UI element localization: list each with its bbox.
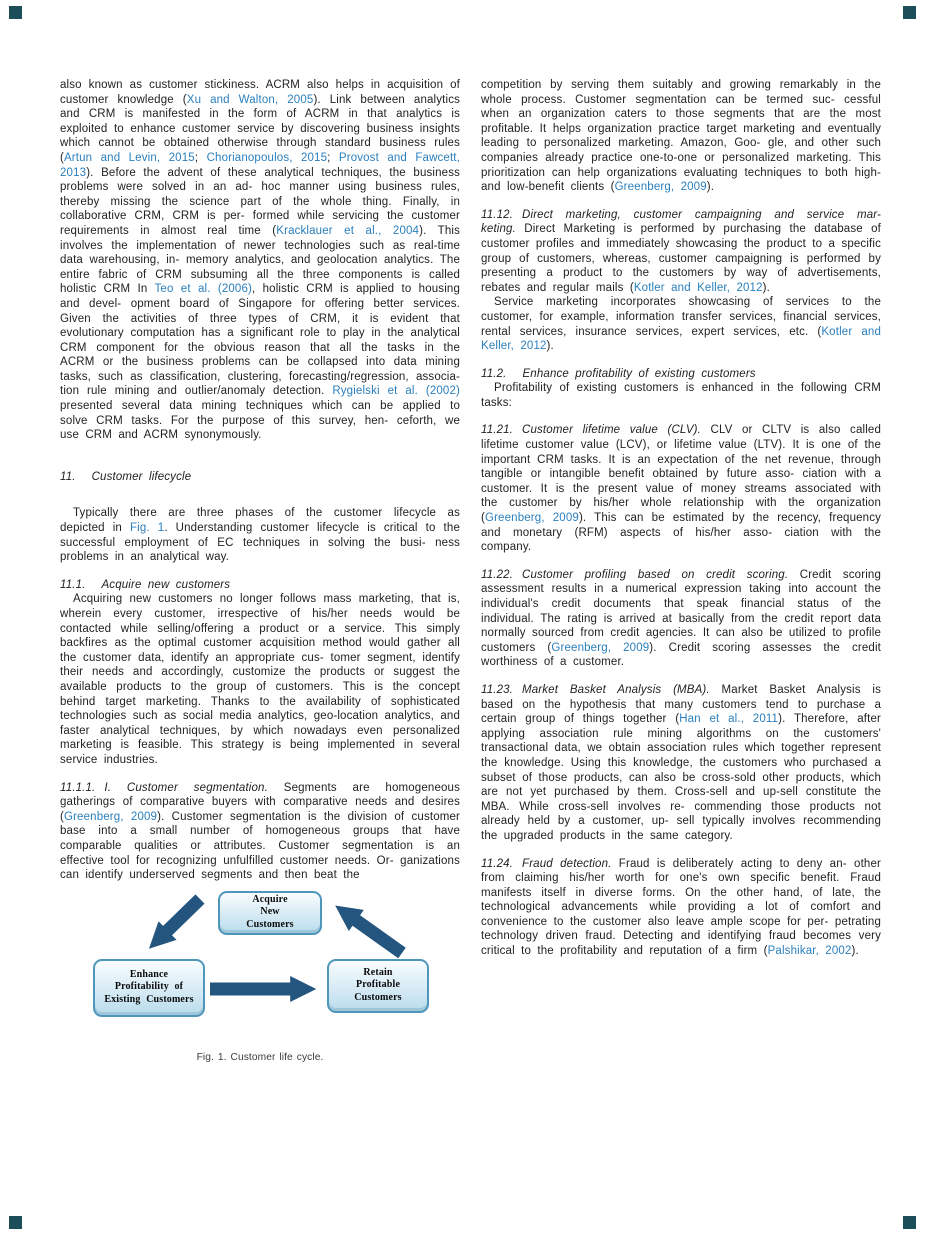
text-run: presented several data mining techniques which can be applied to solve CRM tasks. For the purpose of this survey, hen- ceforth, we use CRM and ACRM synonymously. [60,400,460,442]
heading-number: 11.23. [481,683,514,696]
heading-title: Fraud detection. [522,857,612,870]
corner-mark-bottom-right [903,1216,916,1229]
text-run: CLV or CLTV is also called lifetime customer value (LCV), or lifetime value (LTV). It is one of the important CRM tasks. It is an expectation of the net revenue, through tangible or intangible benefit obtained by future asso- ciation with a customer. It is the present value of money streams associated with the customer by his/her whole relationship with the organization ( [481,424,881,525]
figure-box-retain [327,959,429,1013]
heading-title: Customer profiling based on credit scoring. [522,568,789,581]
figure-box-line: Acquire [252,893,288,905]
figure-box-line: Existing Customers [104,993,194,1005]
text-run: , holistic CRM is applied to housing and devel- opment board of Singapore for offering better services. Given the activities of three types of CRM, it is evident that evolutionary computation has a significant role to play in the analytical CRM component for the obvious reason that all the tasks in the ACRM or the business problems can be collapsed into data mining tasks, such as classification, clustering, forecasting/regression, associa- tion rule mining and outlier/anomaly detection. [60,283,460,398]
citation-link[interactable]: Palshikar, 2002 [767,945,852,958]
text-run: ). Therefore, after applying association rule mining algorithms on the customers' transactional data, we obtain association rules which together represent the knowledge. Using this knowledge, the customers who purchased a subset of those products, can also be cross-sold other products, which are not yet purchased by them. Cross-sell and up-sell constitute the MBA. While cross-sell involves re- commending those products not already held by a customer, up- sell typically involves recommending the upgraded products in the same category. [481,713,881,842]
citation-link[interactable]: Greenberg, 2009 [63,810,158,823]
text-run: ). This can be estimated by the recency, frequency and monetary (RFM) aspects of his/her asso- ciation with the company. [481,512,882,554]
heading-title: Enhance profitability of existing customers [522,367,756,380]
text-run: Credit scoring assessment results in a numerical expression taking into account the individual's credit documents that speak financial status of the individual. The rating is arrived at basically from the credit report data normally sourced from credit agencies. It can also be utilized to profile customers ( [481,568,881,654]
heading-title: Acquire new customers [101,578,231,591]
heading-number: 11.12. [481,208,514,221]
text-run: ). Customer segmentation is the division of customer base into a small number of homogeneous groups that have comparable qualities or attributes. Customer segmentation is an effective tool for recognizing unfulfilled customer needs. Or- ganizations can identify underserved segments and then beat the [60,810,461,882]
paragraph [481,208,881,296]
paragraph [60,78,460,443]
text-run: ). Link between analytics and CRM is manifested in the form of ACRM in that analytics is exploited to enhance customer service by discovering business insights which cannot be obtained otherwise through standard business rules ( [60,93,460,164]
corner-mark-bottom-left [9,1216,22,1229]
paragraph [481,683,881,844]
text-run: Profitability of existing customers is enhanced in the following CRM tasks: [481,382,881,409]
figure-box-enhance [93,959,205,1017]
text-run: . Understanding customer lifecycle is critical to the successful employment of EC techniques in solving the busi- ness problems in an analytical way. [60,522,460,564]
arrow-acquire-to-enhance [162,899,200,936]
paragraph [481,295,881,353]
left-column-text [60,78,460,883]
heading-title: Direct marketing, customer campaigning and service mar- keting. [481,208,881,236]
heading-number: 11.1.1. [60,781,96,794]
citation-link[interactable]: Greenberg, 2009 [551,641,650,654]
text-run: Direct Marketing is performed by purchasing the database of customer profiles and immediately showcasing the product to a specific group of customers, whereas, customer campaigning is performed by presenting a product to the customers by way of advertisements, rebates and regular mails ( [481,223,881,294]
citation-link[interactable]: Chorianopoulos, 2015 [206,151,328,164]
paragraph [481,857,881,959]
right-column-text [481,78,881,959]
citation-link[interactable]: Artun and Levin, 2015 [63,151,195,164]
paragraph [60,781,460,883]
figure-box-line: Customers [246,918,294,930]
paragraph [481,423,881,554]
text-run: Acquiring new customers no longer follows mass marketing, that is, wherein every customer, irrespective of his/her needs would be contacted while selling/offering a product or a service. This simply backfires as the optimal customer acquisition method would gather all the customer data, identify an appropriate cus- tomer segment, identify their needs and accordingly, customize the products or suggest the available products to the group of customers. This is the concept behind target marketing. Thanks to the availability of sophisticated technologies such as social media analytics, geo-location analytics, and faster analytical techniques, by which nowadays even personalized marketing is feasible. This strategy is being implemented in several service industries. [60,593,460,766]
section-heading [481,367,881,382]
heading-number: 11.24. [481,857,514,870]
figure-caption: Fig. 1. Customer life cycle. [196,1051,324,1063]
text-run: ; [327,151,339,164]
figure-box-line: Retain [363,966,393,978]
text-run: also known as customer stickiness. ACRM also helps in acquisition of customer knowledge ( [60,79,460,106]
text-run: ). [706,181,715,194]
text-run: ). [851,945,859,958]
text-run: ; [194,151,207,164]
citation-link[interactable]: Kracklauer et al., 2004 [276,224,420,237]
heading-number: 11. [60,470,76,483]
corner-mark-top-right [903,6,916,19]
text-run: Typically there are three phases of the customer lifecycle as depicted in [60,507,460,535]
citation-link[interactable]: Provost and Fawcett, 2013 [60,151,461,179]
heading-number: 11.2. [481,367,507,380]
text-run: Service marketing incorporates showcasing of services to the customer, for example, information transfer services, financial services, rental services, insurance services, expert services, etc. ( [481,296,881,338]
text-run: ). Credit scoring assesses the credit worthiness of a customer. [481,641,882,669]
text-run: ). Before the advent of these analytical techniques, the business problems were solved in an ad- hoc manner using business rules, thereby missing the science part of the whole thing. Finally, in collaborative CRM, CRM is per- formed while servicing the customer requirements in almost real time ( [60,166,460,237]
text-run: ). [546,340,554,353]
citation-link[interactable]: Xu and Walton, 2005 [186,93,314,106]
customer-lifecycle-figure [60,889,460,1039]
figure-box-line: New [260,906,280,918]
text-run: Market Basket Analysis is based on the hypothesis that many customers tend to purchase a certain group of things together ( [481,683,881,726]
section-heading [60,470,460,485]
text-run: competition by serving them suitably and growing remarkably in the whole process. Customer segmentation can be termed suc- cessful when an organization caters to those segments that are the most profitable. It helps organization practice target marketing and eventually leading to personalized marketing. Amazon, Goo- gle, and other such companies already practice one-to-one or personalized marketing. This prioritization can help organizations evaluating techniques to both high- and low-benefit clients ( [481,79,881,194]
citation-link[interactable]: Han et al., 2011 [679,713,779,726]
figure-box-line: Profitable [355,979,401,991]
citation-link[interactable]: Rygielski et al. (2002) [332,385,460,398]
citation-link[interactable]: Kotler and Keller, 2012 [633,281,763,294]
citation-link[interactable]: Greenberg, 2009 [484,512,579,525]
paragraph [481,381,881,410]
heading-title: Customer lifecycle [91,470,192,483]
paragraph [60,506,460,564]
heading-title: Customer lifetime value (CLV). [522,424,701,437]
paragraph [481,568,881,670]
figure-box-acquire [218,891,322,935]
figure-box-line: Profitability of [114,981,184,993]
figure-box-line: Customers [354,991,402,1003]
corner-mark-top-left [9,6,22,19]
right-column [481,78,881,959]
citation-link[interactable]: Teo et al. (2006) [154,283,252,296]
paragraph [60,592,460,767]
text-run: ). This involves the implementation of newer technologies such as real-time data warehousing, in- memory analytics, and geolocation analytics. The entire fabric of CRM subsuming all the three components is called holistic CRM In [60,224,460,296]
heading-title: I. Customer segmentation. [104,781,268,794]
left-column [60,78,460,1065]
citation-link[interactable]: Fig. 1 [129,522,165,535]
heading-number: 11.1. [60,578,86,591]
heading-number: 11.22. [481,568,514,581]
text-run: Fraud is deliberately acting to deny an- other from claiming his/her worth for one's own specific benefit. Fraud manifests itself in diverse forms. On the other hand, of late, the technological advancements while providing a lot of comfort and convenience to the customer also leave ample scope for per- petrating technology driven fraud. Detecting and identifying fraud becomes very critical to the profitability and reputation of a firm ( [481,857,881,958]
arrow-retain-to-acquire [350,916,402,953]
citation-link[interactable]: Kotler and Keller, 2012 [481,325,881,353]
section-heading [60,578,460,593]
citation-link[interactable]: Greenberg, 2009 [614,181,707,194]
paragraph [481,78,881,195]
figure-box-line: Enhance [129,968,169,980]
heading-number: 11.21. [481,424,514,437]
text-run: Segments are homogeneous gatherings of comparative buyers with comparative needs and desires ( [60,781,460,823]
heading-title: Market Basket Analysis (MBA). [522,683,710,696]
text-run: ). [762,281,770,294]
